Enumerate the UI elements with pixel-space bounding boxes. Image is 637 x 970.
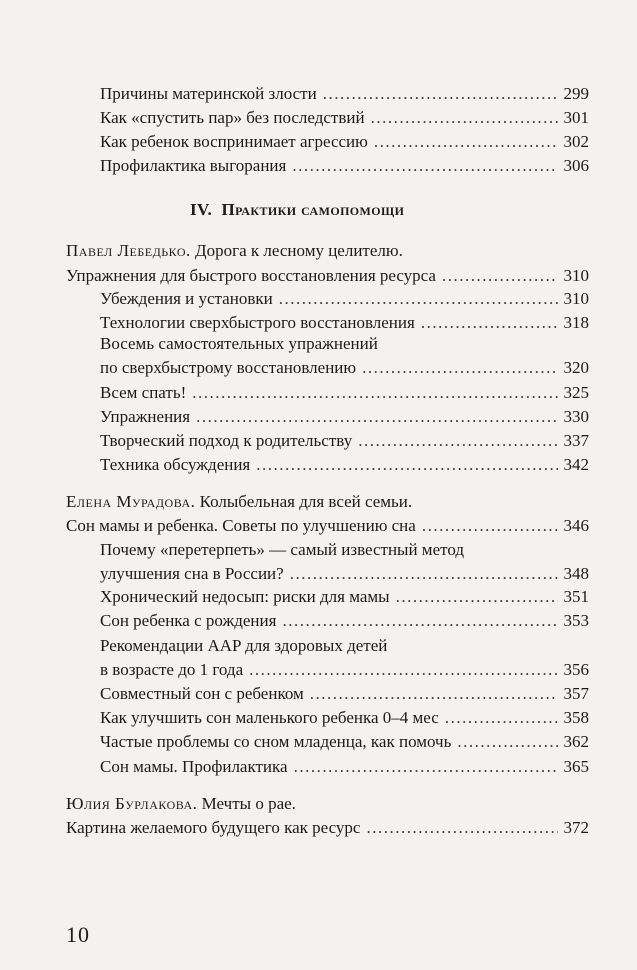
- toc-entry-page: 299: [563, 84, 589, 103]
- toc-entry-title: Техника обсуждения: [100, 455, 251, 474]
- toc-entry-title: Сон мамы и ребенка. Советы по улучшению сна: [66, 516, 416, 535]
- author-line: [66, 492, 412, 512]
- leader-dots: [396, 587, 558, 607]
- toc-entry: [100, 132, 589, 152]
- toc-entry: [100, 383, 589, 403]
- toc-entry: [100, 455, 589, 475]
- toc-entry-page: 310: [563, 289, 589, 308]
- toc-entry-page: 351: [563, 587, 589, 606]
- toc-entry: [100, 611, 589, 631]
- toc-entry-title: Сон мамы. Профилактика: [100, 757, 288, 776]
- leader-dots: [371, 108, 558, 128]
- toc-entry: [100, 757, 589, 777]
- leader-dots: [374, 132, 558, 152]
- toc-entry-page: 310: [563, 266, 589, 285]
- toc-entry: [100, 84, 589, 104]
- toc-entry-page: 325: [563, 383, 589, 402]
- toc-entry-title: Как улучшить сон маленького ребенка 0–4 мес: [100, 708, 439, 727]
- work-title: Мечты о рае.: [201, 794, 296, 813]
- leader-dots: [442, 266, 558, 286]
- leader-dots: [362, 358, 557, 378]
- toc-entry: [100, 684, 589, 704]
- toc-entry-page: 358: [563, 708, 589, 727]
- toc-entry-page: 346: [563, 516, 589, 535]
- section-numeral: IV.: [190, 200, 213, 219]
- leader-dots: [323, 84, 558, 104]
- toc-entry-page: 342: [563, 455, 589, 474]
- section-title: Практики самопомощи: [221, 200, 405, 219]
- toc-entry-title: Хронический недосып: риски для мамы: [100, 587, 390, 606]
- toc-entry: [100, 431, 589, 451]
- leader-dots: [290, 564, 558, 584]
- toc-entry-page: 353: [563, 611, 589, 630]
- toc-entry-title: Сон ребенка с рождения: [100, 611, 277, 630]
- toc-entry-title-line1: Почему «перетерпеть» — самый известный метод: [100, 540, 464, 559]
- toc-entry-main: [66, 266, 589, 286]
- toc-entry-title: Совместный сон с ребенком: [100, 684, 304, 703]
- leader-dots: [421, 313, 558, 333]
- toc-entry-title: Как ребенок воспринимает агрессию: [100, 132, 368, 151]
- toc-entry-title: Профилактика выгорания: [100, 156, 287, 175]
- author-name: Павел Лебедько.: [66, 241, 191, 260]
- toc-entry: [100, 289, 589, 309]
- leader-dots: [249, 660, 557, 680]
- toc-entry-title: Как «спустить пар» без последствий: [100, 108, 365, 127]
- toc-entry: [100, 108, 589, 128]
- toc-entry-title-line1: Рекомендации AAP для здоровых детей: [100, 636, 388, 655]
- toc-entry-page: 362: [563, 732, 589, 751]
- toc-entry-title: Творческий подход к родительству: [100, 431, 353, 450]
- author-name: Елена Мурадова.: [66, 492, 196, 511]
- toc-entry-page: 318: [563, 313, 589, 332]
- toc-entry-title: улучшения сна в России?: [100, 564, 284, 583]
- toc-entry-page: 301: [563, 108, 589, 127]
- leader-dots: [445, 708, 558, 728]
- toc-entry-page: 306: [563, 156, 589, 175]
- toc-entry-title: Убеждения и установки: [100, 289, 273, 308]
- toc-entry-page: 365: [563, 757, 589, 776]
- toc-entry-title: Технологии сверхбыстрого восстановления: [100, 313, 415, 332]
- leader-dots: [294, 757, 558, 777]
- author-line: [66, 794, 296, 814]
- leader-dots: [422, 516, 558, 536]
- leader-dots: [192, 383, 557, 403]
- toc-entry-title: Причины материнской злости: [100, 84, 317, 103]
- leader-dots: [256, 455, 557, 475]
- leader-dots: [310, 684, 558, 704]
- work-title: Дорога к лесному целителю.: [195, 241, 403, 260]
- work-title: Колыбельная для всей семьи.: [199, 492, 413, 511]
- leader-dots: [457, 732, 557, 752]
- author-name: Юлия Бурлакова.: [66, 794, 198, 813]
- toc-entry: [100, 564, 589, 584]
- toc-entry: [100, 587, 589, 607]
- toc-entry-main: [66, 516, 589, 536]
- toc-entry: [100, 708, 589, 728]
- toc-entry-page: 357: [563, 684, 589, 703]
- toc-entry-title-line1: Восемь самостоятельных упражнений: [100, 334, 378, 353]
- leader-dots: [358, 431, 557, 451]
- toc-entry-title: по сверхбыстрому восстановлению: [100, 358, 357, 377]
- toc-entry-page: 302: [563, 132, 589, 151]
- toc-entry-page: 372: [563, 818, 589, 837]
- toc-entry-title: Упражнения: [100, 407, 191, 426]
- toc-entry-page: 320: [563, 358, 589, 377]
- toc-entry-title: Частые проблемы со сном младенца, как помочь: [100, 732, 452, 751]
- toc-entry-title: в возрасте до 1 года: [100, 660, 244, 679]
- toc-entry: [100, 407, 589, 427]
- toc-entry: [100, 660, 589, 680]
- toc-entry-main: [66, 818, 589, 838]
- toc-entry-page: 348: [563, 564, 589, 583]
- page-number: 10: [66, 922, 90, 947]
- toc-entry-title: Упражнения для быстрого восстановления ресурса: [66, 266, 436, 285]
- toc-entry: [100, 732, 589, 752]
- toc-entry-title: Всем спать!: [100, 383, 187, 402]
- leader-dots: [292, 156, 557, 176]
- toc-entry: [100, 156, 589, 176]
- toc-entry-page: 337: [563, 431, 589, 450]
- leader-dots: [282, 611, 557, 631]
- toc-entry: [100, 358, 589, 378]
- leader-dots: [196, 407, 557, 427]
- author-line: [66, 241, 403, 261]
- section-heading: [190, 200, 404, 220]
- leader-dots: [279, 289, 558, 309]
- toc-entry: [100, 313, 589, 333]
- toc-entry-title: Картина желаемого будущего как ресурс: [66, 818, 361, 837]
- toc-entry-page: 356: [563, 660, 589, 679]
- leader-dots: [366, 818, 557, 838]
- toc-entry-page: 330: [563, 407, 589, 426]
